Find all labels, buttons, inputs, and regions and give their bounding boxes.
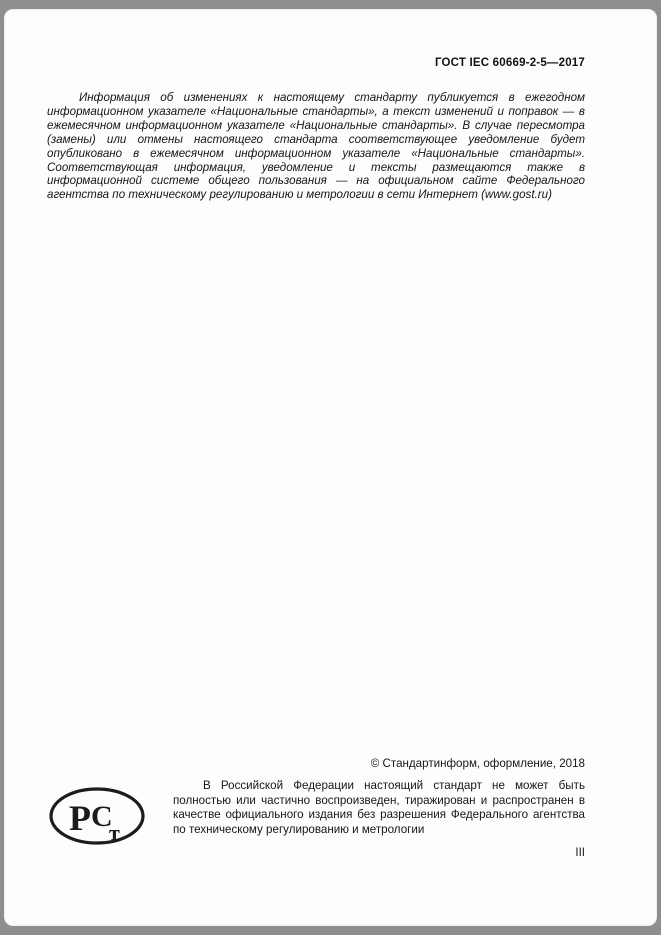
rst-logo-letter-c: С <box>91 800 113 833</box>
rst-logo-letter-p: Р <box>69 798 91 838</box>
rst-certification-logo-icon <box>47 779 173 851</box>
standard-changes-notice-paragraph: Информация об изменениях к настоящему стандарту публикуется в ежегодном информационном указателе «Национальные стандарты», а текст изменений и поправок — в ежемесячном информационном указателе «Национальные стандарты». В случае пересмотра (замены) или отмены настоящего стандарта соответствующее уведомление будет опубликовано в ежемесячном информационном указателе «Национальные стандарты». Соответствующая информация, уведомление и тексты размещаются также в информационной системе общего пользования — на официальном сайте Федерального агентства по техническому регулированию и метрологии в сети Интернет (www.gost.ru) <box>47 91 585 202</box>
document-page <box>4 9 657 926</box>
footer-block <box>47 779 585 851</box>
rst-logo-letter-t: т <box>109 820 120 845</box>
reproduction-restriction-paragraph: В Российской Федерации настоящий стандарт не может быть полностью или частично воспроизведен, тиражирован и распространен в качестве официального издания без разрешения Федерального агентства по техническому регулированию и метрологии <box>173 779 585 836</box>
document-header-code: ГОСТ IEC 60669-2-5—2017 <box>434 57 585 69</box>
copyright-line: © Стандартинформ, оформление, 2018 <box>370 757 585 770</box>
page-number: III <box>575 847 585 859</box>
